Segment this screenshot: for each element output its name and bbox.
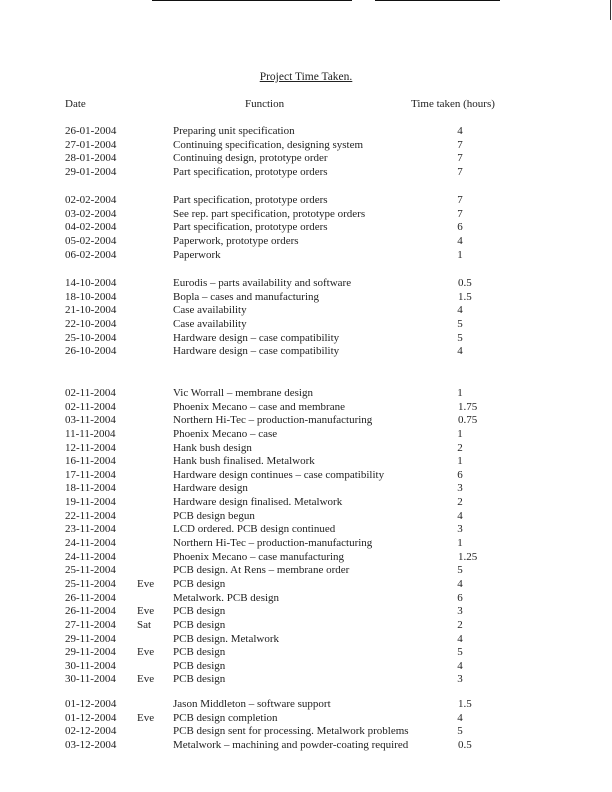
date-cell: 12-11-2004: [65, 441, 116, 454]
function-cell: Case availability: [173, 304, 247, 317]
period-cell: Eve: [137, 646, 155, 659]
function-cell: Phoenix Mecano – case and membrane: [173, 400, 345, 413]
table-row: [0, 523, 612, 537]
time-cell: 7: [457, 207, 463, 220]
table-row: [0, 277, 612, 291]
time-cell: 2: [457, 441, 463, 454]
date-cell: 29-01-2004: [65, 165, 117, 178]
time-cell: 4: [457, 304, 463, 317]
date-cell: 24-11-2004: [65, 537, 116, 550]
date-cell: 01-12-2004: [65, 698, 117, 710]
date-cell: 11-11-2004: [65, 427, 116, 440]
time-cell: 4: [457, 234, 463, 247]
time-group: [0, 194, 612, 262]
time-cell: 6: [457, 468, 463, 481]
table-row: [0, 455, 612, 469]
table-row: [0, 152, 612, 166]
table-row: [0, 332, 612, 346]
time-cell: 1.5: [458, 698, 472, 710]
function-cell: PCB design. Metalwork: [173, 632, 280, 645]
time-cell: 5: [457, 317, 463, 330]
date-cell: 22-10-2004: [65, 317, 117, 330]
date-cell: 25-11-2004: [65, 577, 116, 590]
time-cell: 7: [457, 152, 463, 165]
function-cell: Hank bush finalised. Metalwork: [173, 455, 315, 468]
table-row: [0, 660, 612, 674]
time-cell: 5: [457, 331, 463, 344]
date-cell: 29-11-2004: [65, 646, 116, 659]
time-cell: 1.25: [458, 550, 478, 563]
time-cell: 4: [457, 345, 463, 358]
table-row: [0, 605, 612, 619]
time-cell: 0.5: [458, 738, 472, 751]
function-cell: Preparing unit specification: [173, 125, 295, 137]
table-row: [0, 537, 612, 551]
table-row: [0, 578, 612, 592]
table-row: [0, 304, 612, 318]
table-row: [0, 469, 612, 483]
time-cell: 3: [457, 482, 463, 495]
function-cell: PCB design sent for processing. Metalwork problems: [173, 725, 409, 738]
date-cell: 28-01-2004: [65, 152, 117, 165]
date-cell: 23-11-2004: [65, 523, 116, 536]
function-cell: Hank bush design: [173, 441, 252, 454]
time-cell: 4: [457, 577, 463, 590]
date-cell: 18-10-2004: [65, 290, 117, 303]
function-cell: Vic Worrall – membrane design: [173, 387, 313, 399]
table-row: [0, 345, 612, 359]
function-cell: Northern Hi-Tec – production-manufacturing: [173, 537, 373, 550]
function-cell: Continuing specification, designing system: [173, 138, 364, 151]
time-group: [0, 125, 612, 180]
function-cell: PCB design: [173, 673, 226, 686]
time-cell: 4: [457, 509, 463, 522]
table-row: [0, 510, 612, 524]
date-cell: 26-10-2004: [65, 345, 117, 358]
function-cell: PCB design: [173, 646, 226, 659]
time-cell: 1: [457, 248, 463, 261]
function-cell: PCB design: [173, 577, 226, 590]
function-cell: Metalwork. PCB design: [173, 591, 280, 604]
date-cell: 26-11-2004: [65, 605, 116, 618]
time-group: [0, 387, 612, 687]
date-cell: 18-11-2004: [65, 482, 116, 495]
date-cell: 22-11-2004: [65, 509, 116, 522]
function-cell: PCB design. At Rens – membrane order: [173, 564, 350, 577]
time-cell: 0.75: [458, 414, 478, 427]
function-cell: Eurodis – parts availability and software: [173, 277, 352, 289]
table-row: [0, 442, 612, 456]
function-cell: See rep. part specification, prototype orders: [173, 207, 366, 220]
table-row: [0, 401, 612, 415]
date-cell: 25-10-2004: [65, 331, 117, 344]
time-group: [0, 698, 612, 753]
function-cell: LCD ordered. PCB design continued: [173, 523, 336, 536]
time-cell: 7: [457, 165, 463, 178]
function-cell: Bopla – cases and manufacturing: [173, 290, 320, 303]
function-cell: Part specification, prototype orders: [173, 194, 328, 206]
date-cell: 30-11-2004: [65, 673, 116, 686]
function-cell: Northern Hi-Tec – production-manufacturing: [173, 414, 373, 427]
date-cell: 19-11-2004: [65, 496, 116, 509]
table-row: [0, 318, 612, 332]
date-cell: 26-11-2004: [65, 591, 116, 604]
table-row: [0, 725, 612, 739]
function-cell: PCB design: [173, 659, 226, 672]
date-cell: 02-12-2004: [65, 725, 117, 738]
function-cell: PCB design: [173, 618, 226, 631]
function-cell: Hardware design: [173, 482, 248, 495]
table-row: [0, 633, 612, 647]
function-cell: Hardware design finalised. Metalwork: [173, 496, 343, 509]
table-row: [0, 208, 612, 222]
period-cell: Sat: [137, 618, 152, 631]
time-cell: 6: [457, 221, 463, 234]
table-row: [0, 235, 612, 249]
table-row: [0, 646, 612, 660]
function-cell: Jason Middleton – software support: [173, 698, 331, 710]
time-cell: 3: [457, 673, 463, 686]
time-cell: 1: [457, 427, 463, 440]
table-row: [0, 564, 612, 578]
function-cell: Phoenix Mecano – case manufacturing: [173, 550, 345, 563]
time-cell: 5: [457, 725, 463, 738]
table-row: [0, 414, 612, 428]
function-cell: Hardware design continues – case compatibility: [173, 468, 385, 481]
table-row: [0, 673, 612, 687]
time-cell: 2: [457, 496, 463, 509]
period-cell: Eve: [137, 711, 155, 724]
function-cell: Metalwork – machining and powder-coating required: [173, 738, 409, 751]
function-cell: PCB design: [173, 605, 226, 618]
date-cell: 25-11-2004: [65, 564, 116, 577]
table-row: [0, 619, 612, 633]
date-cell: 05-02-2004: [65, 234, 117, 247]
time-cell: 1.75: [458, 400, 478, 413]
table-row: [0, 249, 612, 263]
time-cell: 3: [457, 605, 463, 618]
period-cell: Eve: [137, 605, 155, 618]
date-cell: 02-11-2004: [65, 400, 116, 413]
date-cell: 17-11-2004: [65, 468, 116, 481]
page-title: [0, 71, 612, 83]
date-cell: 02-02-2004: [65, 194, 117, 206]
time-cell: 4: [457, 659, 463, 672]
function-cell: Paperwork: [173, 248, 221, 261]
table-row: [0, 698, 612, 712]
scan-artifact-line: [152, 0, 352, 1]
period-cell: Eve: [137, 577, 155, 590]
time-cell: 6: [457, 591, 463, 604]
table-row: [0, 387, 612, 401]
date-cell: 14-10-2004: [65, 277, 117, 289]
function-cell: Hardware design – case compatibility: [173, 345, 340, 358]
time-cell: 7: [457, 138, 463, 151]
function-cell: Case availability: [173, 317, 247, 330]
table-row: [0, 194, 612, 208]
time-cell: 0.5: [458, 277, 472, 289]
date-cell: 26-01-2004: [65, 125, 117, 137]
function-cell: Part specification, prototype orders: [173, 165, 328, 178]
time-cell: 5: [457, 564, 463, 577]
table-row: [0, 739, 612, 753]
table-row: [0, 139, 612, 153]
scan-artifact-line: [375, 0, 500, 1]
table-row: [0, 221, 612, 235]
function-cell: Paperwork, prototype orders: [173, 234, 299, 247]
date-cell: 27-11-2004: [65, 618, 116, 631]
function-cell: Hardware design – case compatibility: [173, 331, 340, 344]
date-cell: 16-11-2004: [65, 455, 116, 468]
time-cell: 3: [457, 523, 463, 536]
table-row: [0, 712, 612, 726]
table-row: [0, 551, 612, 565]
table-row: [0, 592, 612, 606]
function-cell: Phoenix Mecano – case: [173, 427, 278, 440]
time-cell: 1: [457, 455, 463, 468]
function-cell: PCB design completion: [173, 711, 278, 724]
period-cell: Eve: [137, 673, 155, 686]
time-cell: 1: [457, 387, 463, 399]
time-cell: 1.5: [458, 290, 472, 303]
date-cell: 03-12-2004: [65, 738, 117, 751]
scan-artifact-edge: [610, 0, 611, 20]
time-cell: 2: [457, 618, 463, 631]
header-function: Function: [245, 98, 285, 110]
date-cell: 21-10-2004: [65, 304, 117, 317]
function-cell: Part specification, prototype orders: [173, 221, 328, 234]
time-group: [0, 277, 612, 359]
header-time: Time taken (hours): [411, 98, 495, 110]
function-cell: Continuing design, prototype order: [173, 152, 328, 165]
table-row: [0, 428, 612, 442]
date-cell: 01-12-2004: [65, 711, 117, 724]
table-row: [0, 125, 612, 139]
time-cell: 1: [457, 537, 463, 550]
time-cell: 7: [457, 194, 463, 206]
date-cell: 30-11-2004: [65, 659, 116, 672]
table-row: [0, 291, 612, 305]
date-cell: 04-02-2004: [65, 221, 117, 234]
time-cell: 4: [457, 125, 463, 137]
table-row: [0, 166, 612, 180]
table-row: [0, 496, 612, 510]
date-cell: 03-02-2004: [65, 207, 117, 220]
time-cell: 4: [457, 711, 463, 724]
table-row: [0, 482, 612, 496]
date-cell: 24-11-2004: [65, 550, 116, 563]
header-date: Date: [65, 98, 86, 110]
date-cell: 06-02-2004: [65, 248, 117, 261]
date-cell: 27-01-2004: [65, 138, 117, 151]
date-cell: 29-11-2004: [65, 632, 116, 645]
function-cell: PCB design begun: [173, 509, 255, 522]
time-cell: 5: [457, 646, 463, 659]
page-title-text: Project Time Taken.: [259, 71, 353, 83]
date-cell: 02-11-2004: [65, 387, 116, 399]
date-cell: 03-11-2004: [65, 414, 116, 427]
time-cell: 4: [457, 632, 463, 645]
